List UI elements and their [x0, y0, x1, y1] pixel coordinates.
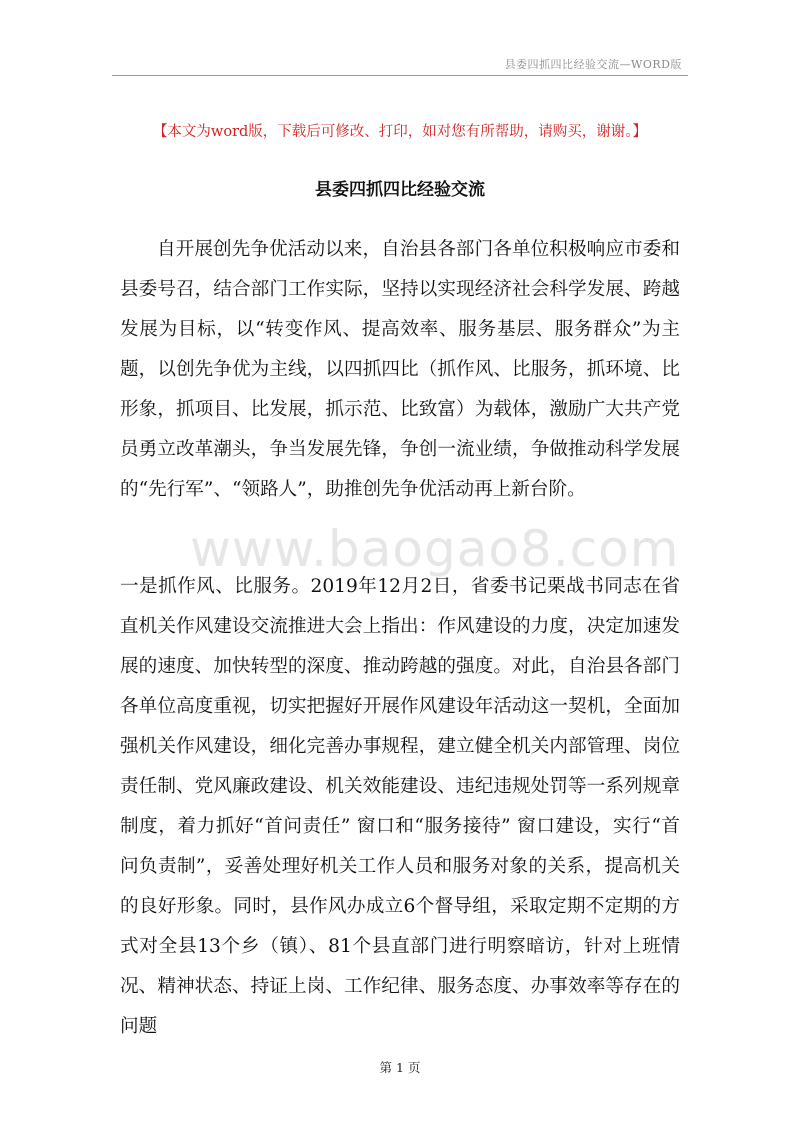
- document-title: 县委四抓四比经验交流: [315, 180, 485, 200]
- header-divider: [112, 75, 688, 76]
- running-header: 县委四抓四比经验交流—WORD版: [504, 58, 682, 71]
- page-number: 第 1 页: [379, 1060, 421, 1075]
- site-watermark: www.baogao8.com: [190, 520, 680, 578]
- purchase-notice: 【本文为word版，下载后可修改、打印，如对您有所帮助，请购买，谢谢。】: [152, 124, 648, 140]
- intro-paragraph: 自开展创先争优活动以来，自治县各部门各单位积极响应市委和县委号召，结合部门工作实际，坚持以实现经济社会科学发展、跨越发展为目标，以“转变作风、提高效率、服务基层、服务群众”为主题，以创先争优为主线，以四抓四比（抓作风、比服务，抓环境、比形象，抓项目、比发展，抓示范、比致富）为载体，激励广大共产党员勇立改革潮头，争当发展先锋，争创一流业绩，争做推动科学发展的“先行军”、“领路人”，助推创先争优活动再上新台阶。: [120, 239, 680, 500]
- section-one-paragraph: 一是抓作风、比服务。2019年12月2日，省委书记栗战书同志在省直机关作风建设交流推进大会上指出：作风建设的力度，决定加速发展的速度、加快转型的深度、推动跨越的强度。对此，自治县各部门各单位高度重视，切实把握好开展作风建设年活动这一契机，全面加强机关作风建设，细化完善办事规程，建立健全机关内部管理、岗位责任制、党风廉政建设、机关效能建设、违纪违规处罚等一系列规章制度，着力抓好“首问责任” 窗口和“服务接待” 窗口建设，实行“首问负责制”，妥善处理好机关工作人员和服务对象的关系，提高机关的良好形象。同时，县作风办成立6个督导组，采取定期不定期的方式对全县13个乡（镇）、81个县直部门进行明察暗访，针对上班情况、精神状态、持证上岗、工作纪律、服务态度、办事效率等存在的问题: [120, 576, 680, 1037]
